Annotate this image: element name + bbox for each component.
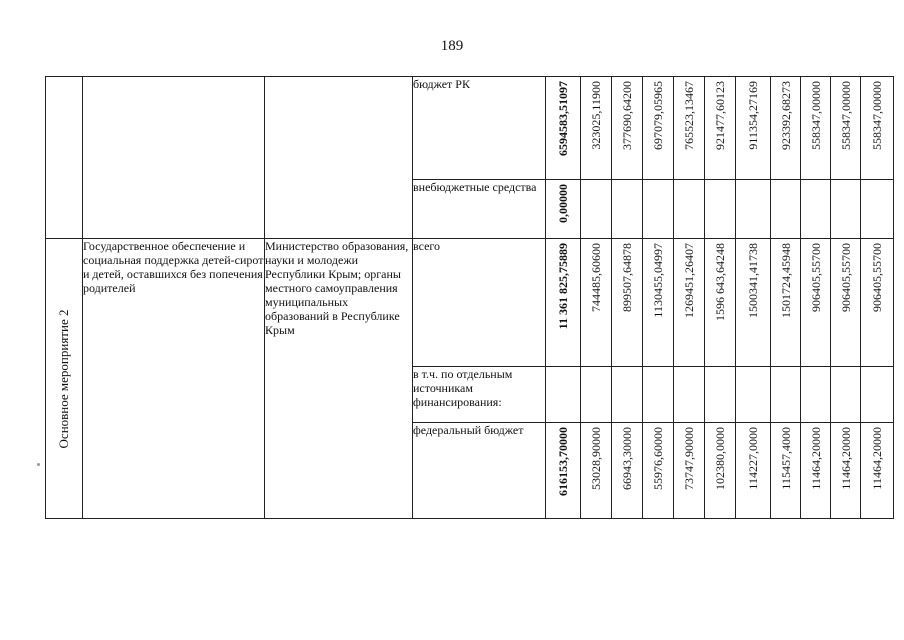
year-value: 102380,0000	[713, 427, 727, 490]
year-value: 323025,11900	[589, 81, 603, 150]
year-value: 55976,60000	[651, 427, 665, 490]
year-value: 921477,60123	[713, 81, 727, 150]
section-label: Основное мероприятие 2	[56, 309, 71, 448]
year-value: 73747,90000	[682, 427, 696, 490]
year-value: 11464,20000	[838, 427, 853, 490]
year-value: 1269451,26407	[682, 243, 696, 318]
total-value: 6594583,51097	[556, 81, 570, 156]
year-value: 53028,90000	[589, 427, 603, 490]
year-value: 911354,27169	[746, 81, 760, 150]
section-cell-empty	[46, 77, 83, 239]
funding-source: бюджет РК	[413, 77, 546, 180]
table-row	[46, 77, 894, 180]
section-description: Государственное обеспечение и социальная поддержка детей-сирот и детей, оставшихся без попечения родителей	[83, 239, 265, 519]
section-executors: Министерство образования, науки и молодежи Республики Крым; органы местного самоуправления муниципальных образований в Республике Крым	[265, 239, 413, 519]
year-value: 765523,13467	[682, 81, 696, 150]
funding-source: в т.ч. по отдельным источникам финансирования:	[413, 367, 546, 423]
year-value: 377690,64200	[620, 81, 634, 150]
year-value: 906405,55700	[870, 243, 884, 312]
total-value: 11 361 825,75889	[556, 243, 570, 330]
year-value: 923392,68273	[778, 81, 793, 150]
executors-cell-empty	[265, 77, 413, 239]
year-value: 744485,60600	[589, 243, 603, 312]
year-value: 1500341,41738	[746, 243, 760, 318]
total-value: 616153,70000	[556, 427, 570, 496]
year-value: 1130455,04997	[651, 243, 665, 318]
year-value: 558347,00000	[870, 81, 884, 150]
year-value: 558347,00000	[808, 81, 823, 150]
funding-source: всего	[413, 239, 546, 367]
year-value: 115457,4000	[778, 427, 793, 490]
year-value: 906405,55700	[808, 243, 823, 312]
total-cell	[546, 77, 581, 180]
year-value: 906405,55700	[838, 243, 853, 312]
year-value: 1596 643,64248	[713, 243, 727, 321]
year-value: 11464,20000	[808, 427, 823, 490]
budget-table	[45, 76, 894, 519]
year-value: 114227,0000	[746, 427, 760, 490]
year-value: 899507,64878	[620, 243, 634, 312]
year-value: 11464,20000	[870, 427, 884, 490]
description-cell-empty	[83, 77, 265, 239]
year-value: 66943,30000	[620, 427, 634, 490]
funding-source: федеральный бюджет	[413, 423, 546, 519]
section-label-cell	[46, 239, 83, 519]
table-row	[46, 239, 894, 367]
year-value: 697079,05965	[651, 81, 665, 150]
funding-source: внебюджетные средства	[413, 180, 546, 239]
total-value: 0,00000	[556, 184, 570, 223]
year-value: 558347,00000	[838, 81, 853, 150]
scan-speck	[37, 463, 40, 466]
page-number: 189	[440, 38, 464, 54]
year-value: 1501724,45948	[778, 243, 793, 318]
